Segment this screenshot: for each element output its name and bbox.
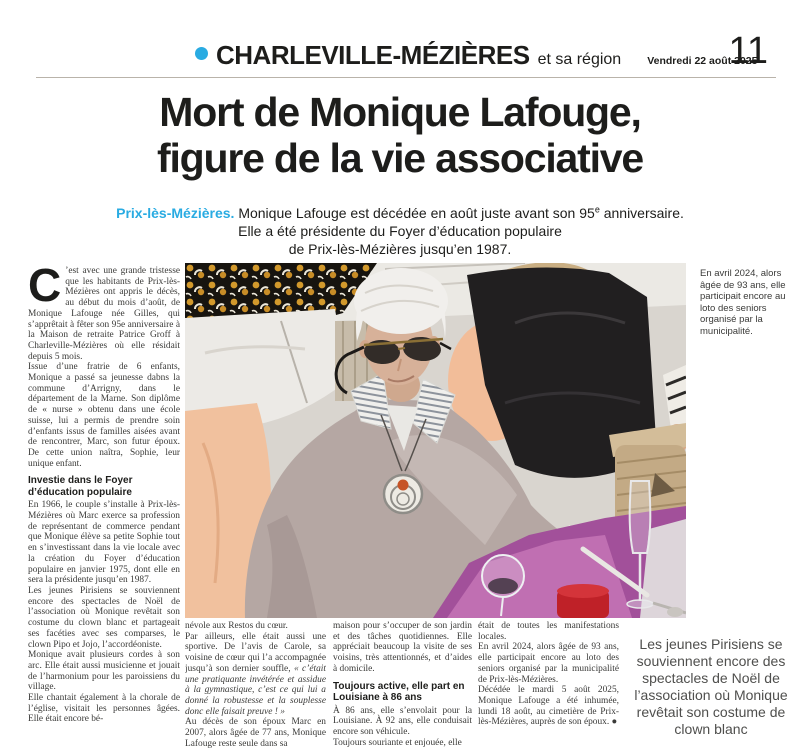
paragraph: En avril 2024, alors âgée de 93 ans, elle participait encore au loto des seniors organisé par la municipalité de Prix-lès-Mézières. (478, 642, 619, 685)
pendant-necklace (384, 475, 422, 513)
paragraph (185, 632, 326, 718)
article-column-4 (478, 621, 619, 754)
article-column-1 (28, 266, 180, 754)
page-number: 11 (728, 30, 768, 72)
paragraph: névole aux Restos du cœur. (185, 621, 288, 631)
photo-caption: En avril 2024, alors âgée de 93 ans, elle participait encore au loto des seniors organisé par la municipalité. (700, 268, 786, 337)
headline-line1: Mort de Monique Lafouge, (159, 89, 641, 135)
paragraph: maison pour s’occuper de son jardin et des tâches quotidiennes. Elle appréciait beaucoup la visite de ses voisins, très attentionnés, et d’aides à domicile. (333, 621, 472, 674)
paragraph: Elle chantait également à la chorale de l’église, visitait les personnes âgées. Elle était encore bé- (28, 693, 180, 725)
paragraph: Issue d’une fratrie de 6 enfants, Monique a passé sa jeunesse dabns la commune d’Arrigny, dans le département de la Marne. Son diplôme de « nurse » obtenu dans une école suisse, lui a permis de prendre soin d’enfants issus de familles aisées avant de rencontrer, Marc, son futur époux. De cette union naîtra, Sophie, leur unique enfant. (28, 362, 180, 469)
lead-line1 (60, 204, 740, 222)
lead-text-end: anniversaire. (599, 205, 684, 221)
headline-line2: figure de la vie associative (157, 134, 643, 181)
drop-cap: C (28, 266, 62, 311)
paragraph: En 1966, le couple s’installe à Prix-lès-Mézières où Marc exerce sa profession de représentant de commerce pendant que Monique élève sa petite Sophie tout en s’investissant dans la vie locale avec la création du Foyer d’éducation populaire en janvier 1975, dont elle en sera la présidente jusqu’en 1987. (28, 500, 180, 586)
red-cup (557, 584, 609, 618)
headline (0, 90, 800, 182)
section-suffix: et sa région (537, 51, 622, 68)
page-header (0, 40, 800, 76)
article-column-2 (185, 621, 326, 754)
location-label: Prix-lès-Mézières. (116, 205, 235, 221)
paragraph: Décédée le mardi 5 août 2025, Monique Lafouge a été inhumée, lundi 18 août, au cimetière de Prix-lès-Mézières, auprès de son époux. ● (478, 685, 619, 728)
paragraph: Les jeunes Pirisiens se souviennent encore des spectacles de Noël de l’association où Monique revêtait son costume du clown blanc et partageait ses facéties avec ses comparses, le clown Pipo et Jojo, l’accordéoniste. (28, 585, 180, 650)
paragraph: était de toutes les manifestations locales. (478, 621, 619, 642)
lead-line3: de Prix-lès-Mézières jusqu’en 1987. (288, 241, 512, 258)
paragraph: Au décès de son époux Marc en 2007, alors âgée de 77 ans, Monique Lafouge reste seule dans sa (185, 717, 326, 749)
paragraph: Toujours souriante et enjouée, elle (333, 737, 462, 748)
pull-quote: Les jeunes Pirisiens se souviennent encore des spectacles de Noël de l’association où Monique revêtait son costume de clown blanc (634, 636, 788, 738)
article-column-3 (333, 621, 472, 754)
lead-paragraph (60, 204, 740, 259)
spoon (667, 607, 683, 617)
lead-text: Monique Lafouge est décédée en août juste avant son 95 (238, 205, 595, 221)
section-title: CHARLEVILLE-MÉZIÈRES (216, 40, 530, 70)
paragraph: À 86 ans, elle s’envolait pour la Louisiane. À 92 ans, elle conduisait encore son véhicule. (333, 705, 472, 737)
lead-superscript: e (594, 204, 600, 215)
article-subhead: Investie dans le Foyer d’éducation populaire (28, 475, 133, 498)
section-bullet-icon (195, 47, 208, 60)
header-divider (36, 77, 776, 78)
article-subhead: Toujours active, elle part en Louisiane à 86 ans (333, 680, 465, 704)
paragraph-text: Par ailleurs, elle était aussi une sportive. De l’avis de Carole, sa voisine de cœur qui l’a accompagnée jusqu’à son dernier souffle, (185, 631, 326, 674)
article-photo (185, 263, 686, 618)
paragraph: ’est avec une grande tristesse que les habitants de Prix-lès-Mézières ont appris le décès, au début du mois d’août, de Monique Lafouge née Gilles, qui s’apprêtait à fêter son 95e anniversaire à la Maison de retraite Patrice Groff à Charleville-Mézières où elle résidait depuis 5 mois. (28, 266, 180, 362)
edition-date: Vendredi 22 août 2025 (647, 55, 758, 67)
lead-line2: Elle a été présidente du Foyer d’éducation populaire (238, 223, 562, 240)
quote-italic: « c’était une pratiquante invétérée et assidue à la gymnastique, c’est ce qui lui a donné la robustesse et la souplesse donc elle faisait preuve ! » (185, 663, 326, 717)
paragraph: Monique avait plusieurs cordes à son arc. Elle était aussi musicienne et jouait de l’harmonium pour les paroissiens du village. (28, 650, 180, 693)
